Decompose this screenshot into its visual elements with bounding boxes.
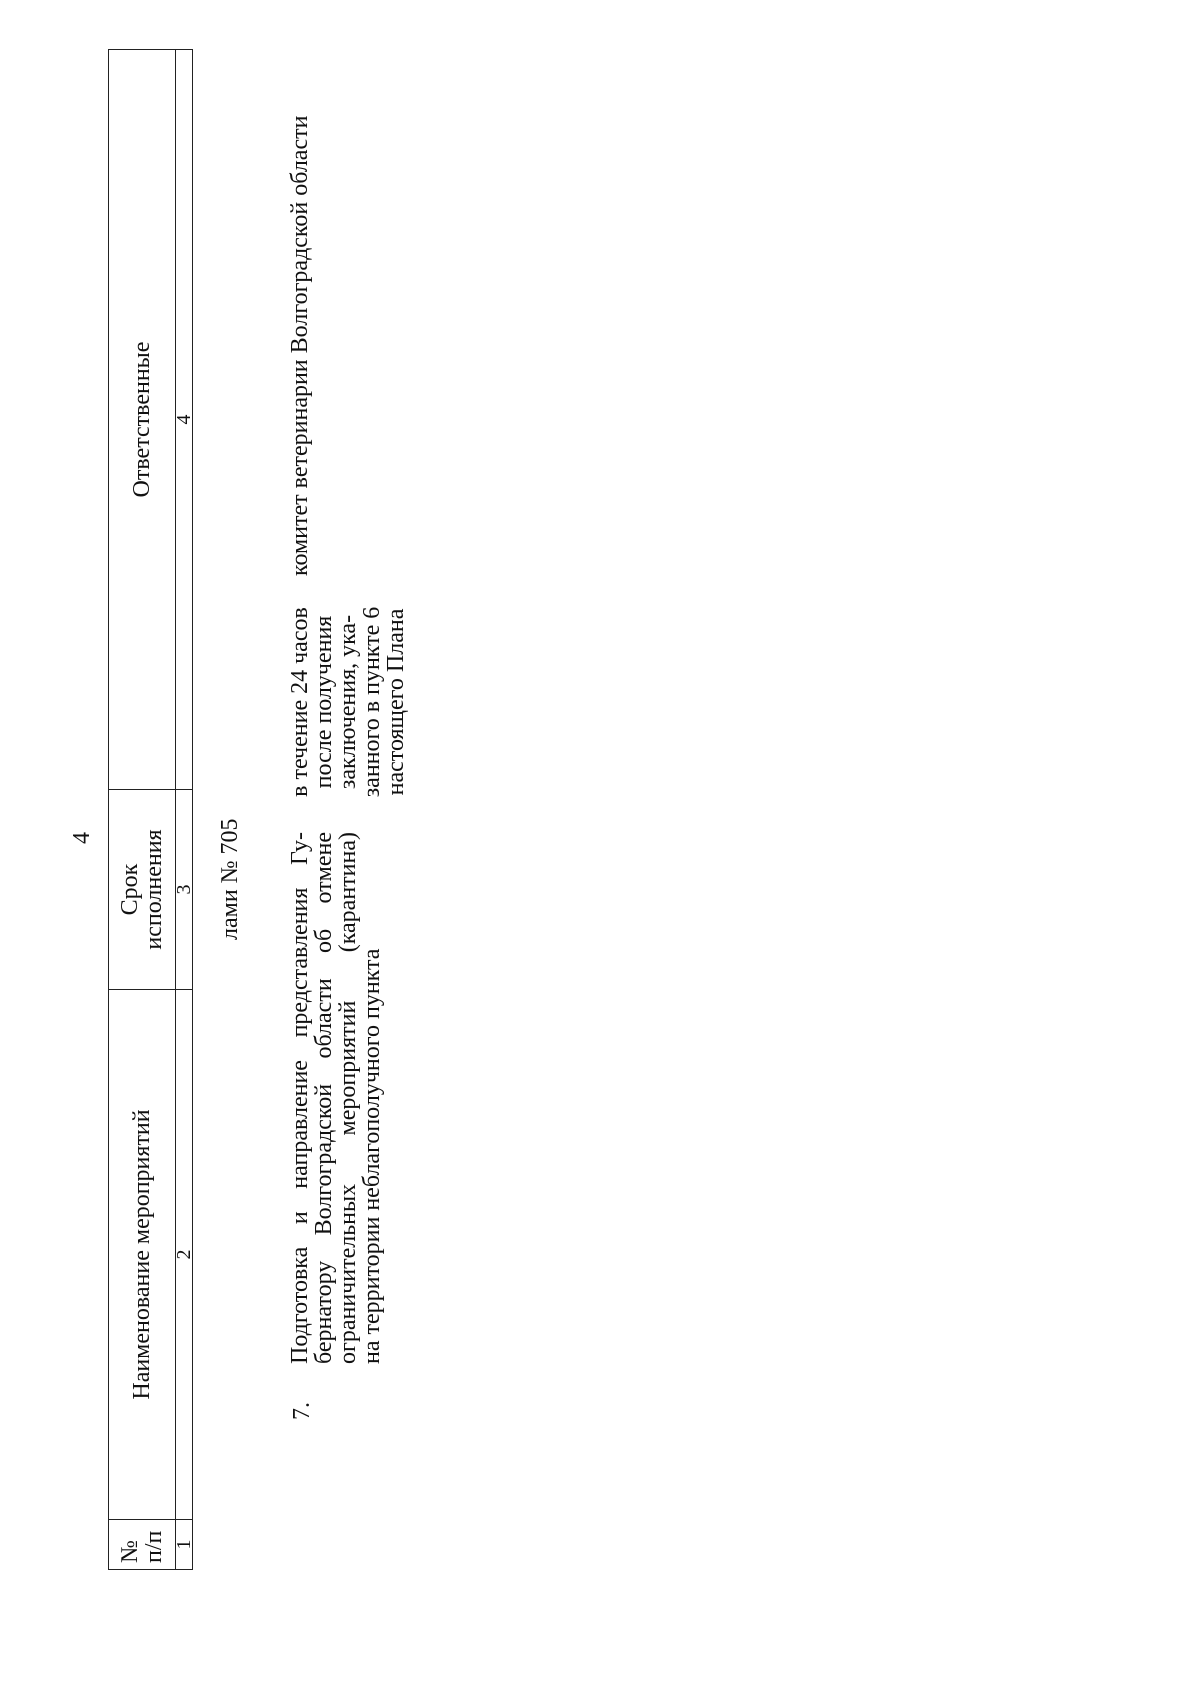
item-deadline-line: занного в пункте 6 [359, 606, 385, 798]
item-responsible [288, 36, 312, 576]
column-number-2: 2 [176, 990, 193, 1520]
header-responsible-label: Ответственные [129, 341, 155, 498]
item-deadline-line: в течение 24 часов [287, 607, 313, 797]
column-number-3: 3 [176, 790, 193, 990]
table-column-numbers-row [176, 50, 193, 1570]
table-header-row [109, 50, 176, 1570]
item-deadline-line: настоящего Плана [383, 608, 409, 796]
item-name [288, 832, 384, 1364]
item-deadline-line: заключения, ука- [335, 614, 361, 790]
item-responsible-text: комитет ветеринарии Волгоградской области [287, 115, 313, 576]
header-deadline-line1: Срок [117, 863, 143, 916]
header-cell-name [109, 990, 176, 1520]
header-deadline-line2: исполнения [141, 829, 167, 950]
item-deadline [288, 592, 408, 812]
header-cell-responsible [109, 50, 176, 790]
header-number-line2: п/п [141, 1530, 167, 1563]
header-number-line1: № [117, 1540, 143, 1563]
rotated-document-sheet [50, 20, 1080, 1600]
item-deadline-line: после получения [311, 615, 337, 789]
header-name-label: Наименование мероприятий [129, 1109, 155, 1400]
item-number: 7. [289, 1402, 315, 1420]
item-name-line: на территории неблагополучного пункта [359, 948, 385, 1364]
header-cell-number [109, 1520, 176, 1570]
item-name-line: бернатору Волгоградской области об отмене [311, 832, 337, 1364]
table-header [108, 49, 193, 1570]
item-name-line: Подготовка и направление представления Гу- [287, 832, 313, 1364]
header-cell-deadline [109, 790, 176, 990]
item-name-line: ограничительных мероприятий (карантина) [335, 832, 361, 1364]
column-number-1: 1 [176, 1520, 193, 1570]
page-number: 4 [69, 832, 95, 844]
column-number-4: 4 [176, 50, 193, 790]
section-caption: лами № 705 [217, 818, 243, 940]
